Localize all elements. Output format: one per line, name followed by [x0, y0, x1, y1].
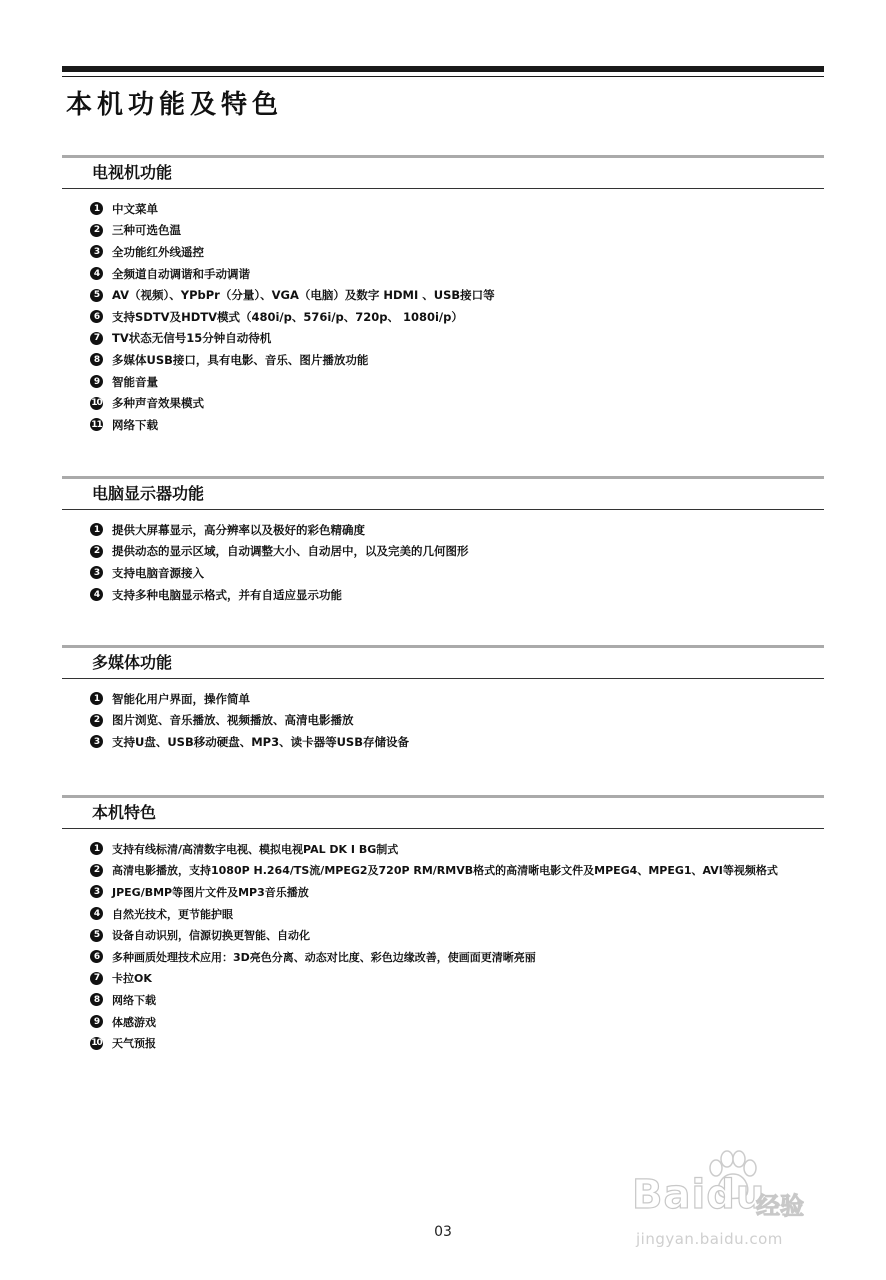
item-text: 智能音量 [112, 374, 158, 389]
feature-item [90, 349, 824, 371]
feature-item [90, 710, 824, 732]
section-pc-monitor-functions [62, 476, 824, 605]
item-text: 多种画质处理技术应用：3D亮色分离、动态对比度、彩色边缘改善，使画面更清晰亮丽 [112, 950, 536, 964]
feature-list [62, 688, 824, 753]
feature-item [90, 989, 824, 1011]
section-heading: 电脑显示器功能 [62, 479, 824, 510]
item-number-badge: 11 [91, 419, 102, 430]
item-text: 网络下载 [112, 417, 158, 432]
baidu-jingyan-watermark [632, 1148, 842, 1258]
feature-item [90, 946, 824, 968]
item-text: 中文菜单 [112, 201, 158, 216]
item-text: 支持电脑音源接入 [112, 565, 204, 580]
page-title: 本机功能及特色 [66, 90, 284, 120]
feature-item [90, 392, 824, 414]
feature-item [90, 903, 824, 925]
item-number-badge: 4 [90, 907, 103, 920]
item-number-badge: 2 [90, 545, 103, 558]
item-text: TV状态无信号15分钟自动待机 [112, 331, 272, 346]
item-text: JPEG/BMP等图片文件及MP3音乐播放 [112, 885, 309, 899]
item-text: 多种声音效果模式 [112, 396, 204, 411]
item-text: 高清电影播放，支持1080P H.264/TS流/MPEG2及720P RM/RMVB格式的高清晰电影文件及MPEG4、MPEG1、AVI等视频格式 [112, 864, 778, 878]
item-text: 多媒体USB接口，具有电影、音乐、图片播放功能 [112, 352, 369, 367]
feature-item [90, 1011, 824, 1033]
item-text: 自然光技术，更节能护眼 [112, 907, 233, 921]
item-number-badge: 2 [90, 224, 103, 237]
feature-item [90, 1032, 824, 1054]
section-heading: 电视机功能 [62, 158, 824, 189]
item-text: 提供动态的显示区域，自动调整大小、自动居中，以及完美的几何图形 [112, 544, 469, 559]
watermark-brand: Baidu [632, 1172, 766, 1218]
feature-item [90, 860, 824, 882]
item-number-badge: 4 [90, 588, 103, 601]
item-text: 网络下载 [112, 993, 156, 1007]
feature-item [90, 731, 824, 753]
item-number-badge: 3 [90, 245, 103, 258]
item-number-badge: 1 [90, 523, 103, 536]
item-number-badge: 6 [90, 310, 103, 323]
item-number-badge: 2 [90, 864, 103, 877]
item-text: 支持U盘、USB移动硬盘、MP3、读卡器等USB存储设备 [112, 734, 409, 749]
feature-item [90, 328, 824, 350]
feature-item [90, 968, 824, 990]
item-text: 体感游戏 [112, 1015, 156, 1029]
feature-item [90, 263, 824, 285]
page-number: 03 [434, 1224, 452, 1240]
item-number-badge: 1 [90, 692, 103, 705]
item-text: 支持SDTV及HDTV模式（480i/p、576i/p、720p、 1080i/p） [112, 309, 463, 324]
item-number-badge: 3 [90, 735, 103, 748]
feature-item [90, 414, 824, 436]
item-number-badge: 4 [90, 267, 103, 280]
item-number-badge: 1 [90, 202, 103, 215]
feature-item [90, 688, 824, 710]
item-text: 三种可选色温 [112, 223, 181, 238]
feature-item [90, 584, 824, 606]
feature-item [90, 220, 824, 242]
item-number-badge: 9 [90, 1015, 103, 1028]
feature-item [90, 924, 824, 946]
feature-item [90, 284, 824, 306]
feature-list [62, 519, 824, 605]
section-tv-functions [62, 155, 824, 436]
feature-item [90, 562, 824, 584]
item-number-badge: 8 [90, 353, 103, 366]
feature-item [90, 838, 824, 860]
feature-item [90, 371, 824, 393]
section-heading: 本机特色 [62, 798, 824, 829]
item-text: 提供大屏幕显示，高分辨率以及极好的彩色精确度 [112, 522, 365, 537]
item-text: 支持多种电脑显示格式，并有自适应显示功能 [112, 587, 342, 602]
item-number-badge: 6 [90, 950, 103, 963]
feature-item [90, 241, 824, 263]
item-number-badge: 10 [91, 1038, 102, 1049]
item-number-badge: 8 [90, 993, 103, 1006]
item-text: AV（视频）、YPbPr（分量）、VGA（电脑）及数字 HDMI 、USB接口等 [112, 288, 495, 303]
item-number-badge: 2 [90, 714, 103, 727]
item-number-badge: 3 [90, 885, 103, 898]
item-text: 智能化用户界面，操作简单 [112, 691, 250, 706]
item-number-badge: 3 [90, 566, 103, 579]
watermark-url: jingyan.baidu.com [636, 1230, 783, 1248]
feature-item [90, 198, 824, 220]
top-thick-rule [62, 66, 824, 72]
feature-list [62, 838, 824, 1054]
item-number-badge: 1 [90, 842, 103, 855]
watermark-product: 经验 [756, 1192, 804, 1220]
feature-item [90, 519, 824, 541]
item-text: 图片浏览、音乐播放、视频播放、高清电影播放 [112, 713, 354, 728]
item-text: 卡拉OK [112, 972, 152, 986]
feature-item [90, 881, 824, 903]
item-number-badge: 7 [90, 972, 103, 985]
item-number-badge: 5 [90, 289, 103, 302]
feature-list [62, 198, 824, 436]
item-text: 天气预报 [112, 1037, 156, 1051]
item-text: 设备自动识别，信源切换更智能、自动化 [112, 929, 310, 943]
item-number-badge: 10 [91, 398, 102, 409]
item-text: 全功能红外线遥控 [112, 244, 204, 259]
top-thin-rule [62, 76, 824, 77]
section-device-features [62, 795, 824, 1054]
item-number-badge: 7 [90, 332, 103, 345]
item-number-badge: 5 [90, 929, 103, 942]
feature-item [90, 541, 824, 563]
section-heading: 多媒体功能 [62, 648, 824, 679]
item-text: 支持有线标清/高清数字电视、模拟电视PAL DK I BG制式 [112, 842, 399, 856]
item-text: 全频道自动调谐和手动调谐 [112, 266, 250, 281]
section-multimedia-functions [62, 645, 824, 753]
feature-item [90, 306, 824, 328]
item-number-badge: 9 [90, 375, 103, 388]
